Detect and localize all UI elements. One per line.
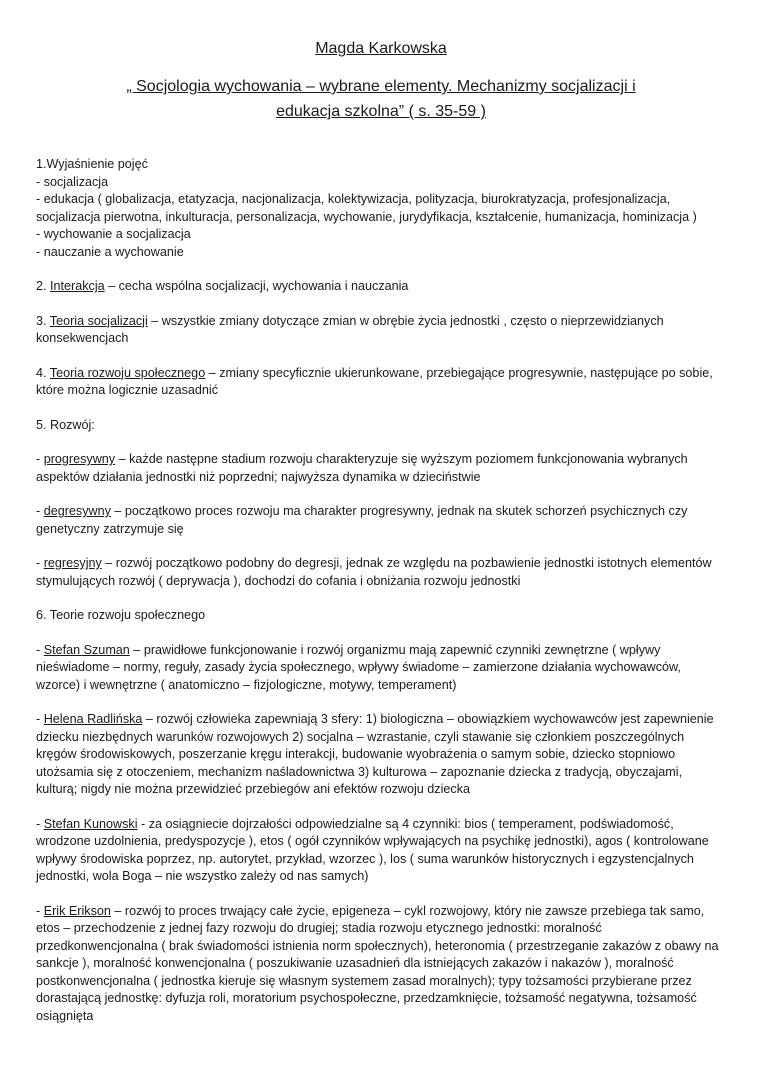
document-title: „ Socjologia wychowania – wybrane elementy. Mechanizmy socjalizacji i edukacja szkolna” ( s. 35-59 ) <box>126 78 636 120</box>
item-dash: - <box>36 504 44 518</box>
development-item-regresyjny <box>36 555 726 590</box>
section-5-heading: 5. Rozwój: <box>36 417 95 432</box>
author-name: Magda Karkowska <box>315 40 447 57</box>
section-number: 2. <box>36 279 51 293</box>
section-number: 4. <box>36 365 50 380</box>
spacer <box>36 296 726 313</box>
definition: – wszystkie zmiany dotyczące zmian w obrębie życia jednostki , często o nieprzewidzianych konsekwencjach <box>36 313 664 345</box>
definition: – rozwój człowieka zapewniają 3 sfery: 1) biologiczna – obowiązkiem wychowawców jest zapewnienie dziecku niezbędnych warunków rozwojowych 2) socjalna – wzrastanie, czyli stawanie się członkiem poszczególnych kręgów środowiskowych, poszerzanie kręgu interakcji, budowanie wyobrażenia o samym sobie, dziecko stopniowo utożsamia się z otoczeniem, mechanizm naśladownictwa 3) kulturowa – zapoznanie dziecka z tradycją, obyczajami, kulturą; nigdy nie można przewidzieć przebiegów ani efektów rozwoju dziecka <box>36 712 714 796</box>
item-dash: - <box>36 712 44 726</box>
item-dash: - <box>36 452 44 466</box>
list-item: - nauczanie a wychowanie <box>36 244 184 259</box>
term-interakcja: Interakcja <box>50 279 105 293</box>
spacer <box>36 261 726 278</box>
section-4 <box>36 365 726 400</box>
definition: – prawidłowe funkcjonowanie i rozwój organizmu mają zapewnić czynniki zewnętrzne ( wpływy nieświadome – normy, reguły, zasady życia społecznego, wpływy świadome – zamierzone działania wychowawców, wzorce) i wewnętrzne ( anatomiczno – fizjologiczne, motywy, temperament) <box>36 642 681 692</box>
list-item: - socjalizacja <box>36 174 109 189</box>
spacer <box>36 799 726 816</box>
spacer <box>36 400 726 417</box>
term: progresywny <box>43 452 116 466</box>
spacer <box>36 886 726 903</box>
item-dash: - <box>36 556 44 570</box>
definition: - za osiągniecie dojrzałości odpowiedzialne są 4 czynniki: bios ( temperament, podświadomość, wrodzone uzdolnienia, predyspozycje ), etos ( ogół czynników wpływających na psychikę jednostki), agos ( kontrolowane wpływy środowiska poprzez, np. autorytet, przykład, wzorzec ), los ( suma warunków historycznych i egzystencjalnych jednostki, wola Boga – nie wszystko zależy od nas samych) <box>36 816 709 883</box>
definition: – zmiany specyficznie ukierunkowane, przebiegające progresywnie, następujące po sobie, które można logicznie uzasadnić <box>36 365 713 397</box>
section-3 <box>36 313 726 348</box>
definition: – cecha wspólna socjalizacji, wychowania i nauczania <box>104 279 409 293</box>
definition: – każde następne stadium rozwoju charakteryzuje się wyższym poziomem funkcjonowania wybranych aspektów działania jednostki niż poprzedni; najwyższa dynamika w dzieciństwie <box>36 452 688 484</box>
term: regresyjny <box>43 556 102 570</box>
list-item: - wychowanie a socjalizacja <box>36 227 191 241</box>
development-item-progresywny <box>36 451 726 486</box>
term: Stefan Kunowski <box>43 816 138 831</box>
term: Erik Erikson <box>43 903 111 918</box>
spacer <box>36 348 726 365</box>
spacer <box>36 590 726 607</box>
spacer <box>36 434 726 451</box>
theory-item-kunowski <box>36 816 726 886</box>
theory-item-erikson <box>36 903 726 1026</box>
term: degresywny <box>43 504 111 518</box>
section-1-heading: 1.Wyjaśnienie pojęć <box>36 157 148 171</box>
term-teoria-rozwoju-spolecznego: Teoria rozwoju społecznego <box>49 365 206 380</box>
section-2 <box>36 278 726 296</box>
term-teoria-socjalizacji: Teoria socjalizacji <box>49 313 148 328</box>
spacer <box>36 694 726 711</box>
term: Helena Radlińska <box>43 712 143 726</box>
spacer <box>36 625 726 642</box>
development-item-degresywny <box>36 503 726 538</box>
spacer <box>36 538 726 555</box>
definition: – początkowo proces rozwoju ma charakter progresywny, jednak na skutek schorzeń psychicznych czy genetyczny zatrzymuje się <box>36 504 688 536</box>
document-body <box>36 156 726 1025</box>
item-dash: - <box>36 816 44 831</box>
item-dash: - <box>36 903 44 918</box>
theory-item-radlinska <box>36 711 726 799</box>
definition: – rozwój początkowo podobny do degresji, jednak ze względu na pozbawienie jednostki istotnych elementów stymulujących rozwój ( deprywacja ), dochodzi do cofania i obniżania rozwoju jednostki <box>36 556 712 588</box>
list-item: - edukacja ( globalizacja, etatyzacja, nacjonalizacja, kolektywizacja, polityzacja, biurokratyzacja, profesjonalizacja, socjalizacja pierwotna, inkulturacja, personalizacja, wychowanie, jurydyfikacja, kształcenie, humanizacja, hominizacja ) <box>36 192 697 224</box>
definition: – rozwój to proces trwający całe życie, epigeneza – cykl rozwojowy, który nie zawsze przebiega tak samo, etos – przechodzenie z jednej fazy rozwoju do drugiej; stadia rozwoju etycznego jednostki: moralność przedkonwencjonalna ( brak świadomości istnienia norm społecznych), heteronomia ( przestrzeganie zakazów z obawy na sankcje ), moralność konwencjonalna ( poszukiwanie uzasadnień dla istniejących zakazów i nakazów ), moralność postkonwencjonalna ( jednostka kieruje się własnym systemem zasad moralnych); typy tożsamości przybierane przez dorastającą jednostkę: dyfuzja roli, moratorium psychospołeczne, przedzamknięcie, tożsamość negatywna, tożsamość osiągnięta <box>36 903 719 1023</box>
section-6-heading: 6. Teorie rozwoju społecznego <box>36 608 206 622</box>
section-number: 3. <box>36 313 50 328</box>
item-dash: - <box>36 642 44 657</box>
spacer <box>36 486 726 503</box>
theory-item-szuman <box>36 642 726 695</box>
term: Stefan Szuman <box>43 642 130 657</box>
